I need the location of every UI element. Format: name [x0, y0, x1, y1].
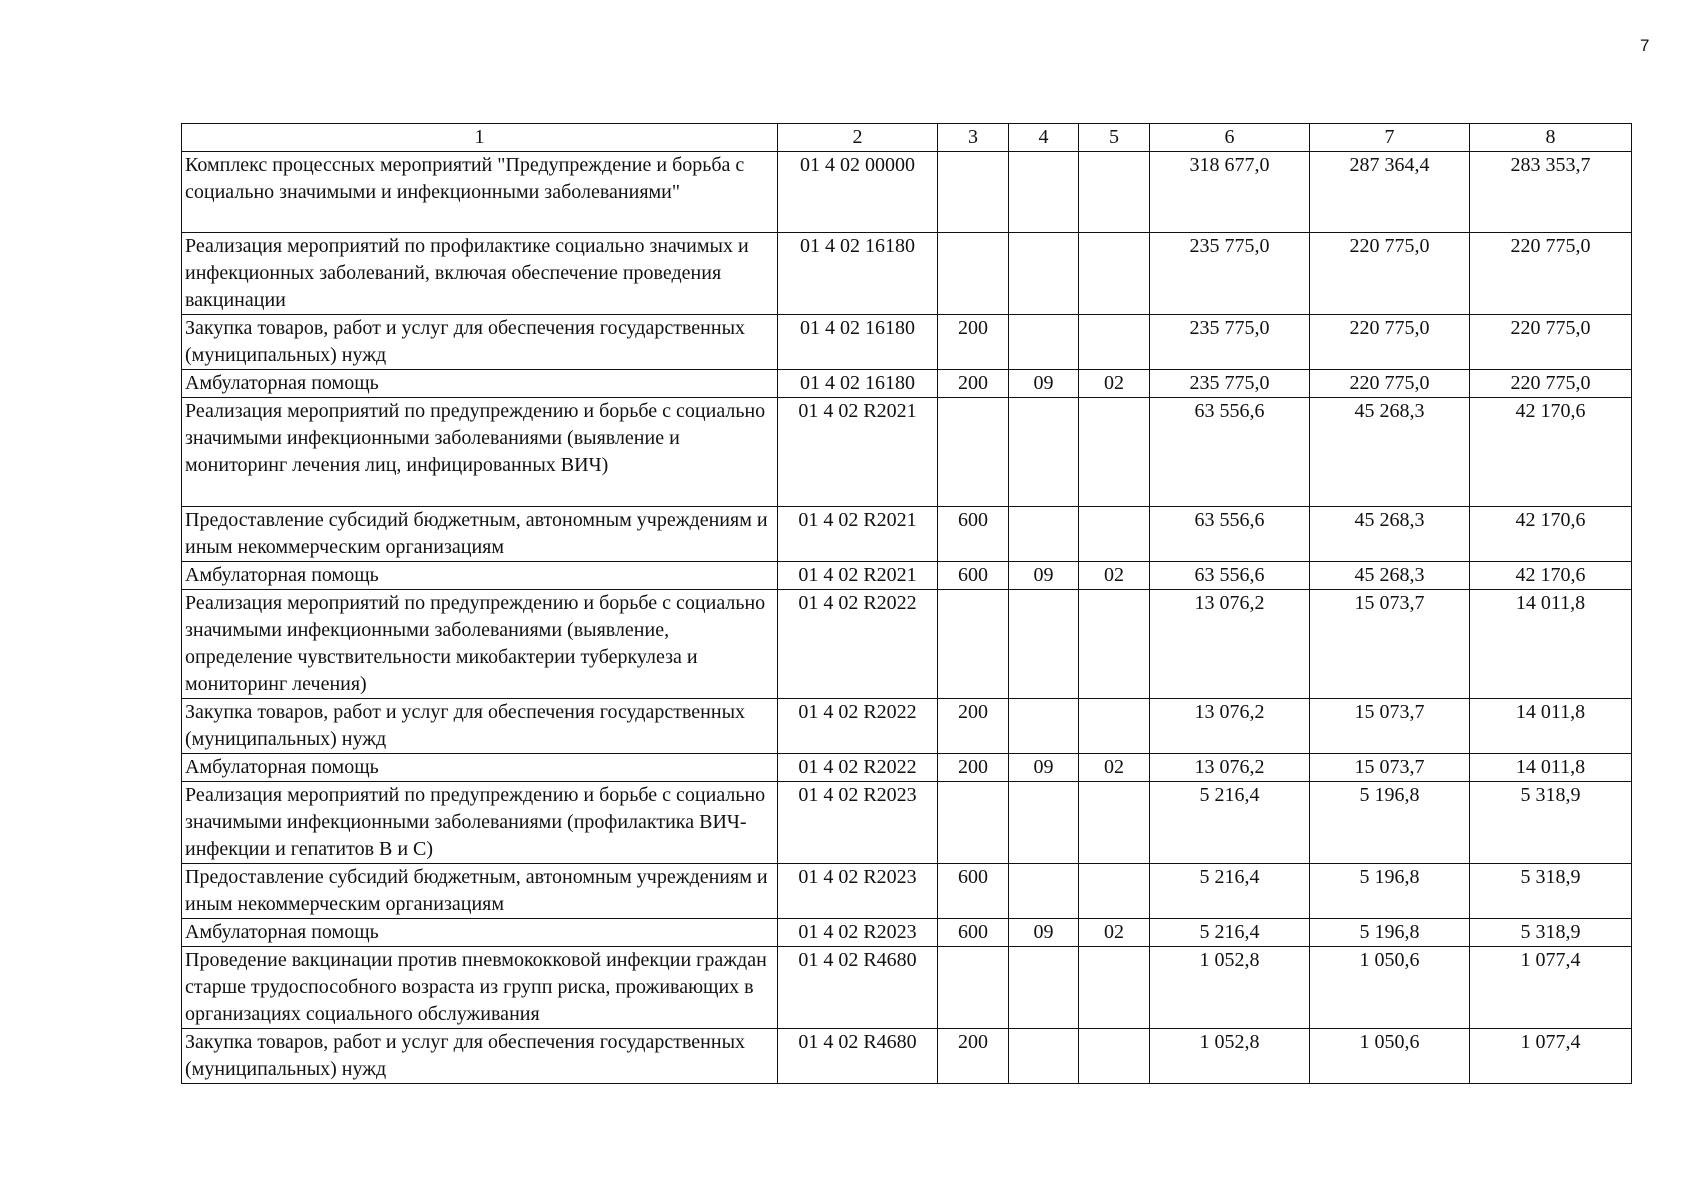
header-cell: 6: [1150, 124, 1310, 152]
budget-code-cell: 01 4 02 R4680: [778, 1029, 938, 1084]
row-name-cell: Закупка товаров, работ и услуг для обеспечения государственных (муниципальных) нужд: [182, 699, 778, 754]
expense-type-cell: 600: [938, 919, 1009, 947]
expense-type-cell: 200: [938, 699, 1009, 754]
amount-cell: 1 050,6: [1310, 947, 1470, 1029]
row-name-cell: Амбулаторная помощь: [182, 919, 778, 947]
budget-table: [181, 123, 1632, 1084]
subsection-cell: [1079, 152, 1150, 233]
amount-cell: 5 196,8: [1310, 919, 1470, 947]
expense-type-cell: 200: [938, 754, 1009, 782]
subsection-cell: 02: [1079, 370, 1150, 398]
amount-cell: 5 318,9: [1470, 864, 1632, 919]
section-cell: [1009, 507, 1079, 562]
row-name-cell: Амбулаторная помощь: [182, 370, 778, 398]
amount-cell: 42 170,6: [1470, 507, 1632, 562]
section-cell: [1009, 782, 1079, 864]
header-cell: 7: [1310, 124, 1470, 152]
section-cell: [1009, 1029, 1079, 1084]
expense-type-cell: 200: [938, 1029, 1009, 1084]
amount-cell: 235 775,0: [1150, 315, 1310, 370]
amount-cell: 1 050,6: [1310, 1029, 1470, 1084]
row-name-cell: Закупка товаров, работ и услуг для обеспечения государственных (муниципальных) нужд: [182, 315, 778, 370]
amount-cell: 15 073,7: [1310, 590, 1470, 699]
expense-type-cell: [938, 152, 1009, 233]
amount-cell: 14 011,8: [1470, 590, 1632, 699]
amount-cell: 1 077,4: [1470, 947, 1632, 1029]
section-cell: [1009, 947, 1079, 1029]
budget-code-cell: 01 4 02 16180: [778, 315, 938, 370]
amount-cell: 5 196,8: [1310, 864, 1470, 919]
row-name-cell: Реализация мероприятий по предупреждению и борьбе с социально значимыми инфекционными заболеваниями (выявление, определение чувствительности микобактерии туберкулеза и мониторинг лечения): [182, 590, 778, 699]
table-row: [182, 562, 1632, 590]
table-row: [182, 1029, 1632, 1084]
section-cell: 09: [1009, 919, 1079, 947]
budget-code-cell: 01 4 02 R2022: [778, 699, 938, 754]
subsection-cell: 02: [1079, 562, 1150, 590]
amount-cell: 5 196,8: [1310, 782, 1470, 864]
row-name-cell: Проведение вакцинации против пневмококковой инфекции граждан старше трудоспособного возраста из групп риска, проживающих в организациях социального обслуживания: [182, 947, 778, 1029]
budget-code-cell: 01 4 02 00000: [778, 152, 938, 233]
amount-cell: 15 073,7: [1310, 699, 1470, 754]
table-row: [182, 754, 1632, 782]
table-row: [182, 699, 1632, 754]
table-row: [182, 947, 1632, 1029]
table-row: [182, 398, 1632, 507]
header-cell: 4: [1009, 124, 1079, 152]
budget-code-cell: 01 4 02 R2022: [778, 754, 938, 782]
row-name-cell: Закупка товаров, работ и услуг для обеспечения государственных (муниципальных) нужд: [182, 1029, 778, 1084]
expense-type-cell: 600: [938, 864, 1009, 919]
section-cell: 09: [1009, 754, 1079, 782]
amount-cell: 220 775,0: [1470, 370, 1632, 398]
subsection-cell: [1079, 590, 1150, 699]
header-cell: 8: [1470, 124, 1632, 152]
amount-cell: 1 077,4: [1470, 1029, 1632, 1084]
section-cell: [1009, 590, 1079, 699]
amount-cell: 13 076,2: [1150, 699, 1310, 754]
amount-cell: 5 216,4: [1150, 782, 1310, 864]
amount-cell: 220 775,0: [1310, 370, 1470, 398]
section-cell: [1009, 233, 1079, 315]
subsection-cell: 02: [1079, 919, 1150, 947]
budget-code-cell: 01 4 02 R2023: [778, 864, 938, 919]
expense-type-cell: 600: [938, 562, 1009, 590]
amount-cell: 14 011,8: [1470, 754, 1632, 782]
budget-code-cell: 01 4 02 R2021: [778, 507, 938, 562]
expense-type-cell: [938, 590, 1009, 699]
amount-cell: 220 775,0: [1470, 233, 1632, 315]
section-cell: 09: [1009, 370, 1079, 398]
amount-cell: 220 775,0: [1310, 233, 1470, 315]
subsection-cell: 02: [1079, 754, 1150, 782]
expense-type-cell: [938, 947, 1009, 1029]
expense-type-cell: 600: [938, 507, 1009, 562]
section-cell: [1009, 315, 1079, 370]
expense-type-cell: [938, 233, 1009, 315]
budget-code-cell: 01 4 02 R2023: [778, 919, 938, 947]
table-row: [182, 919, 1632, 947]
amount-cell: 15 073,7: [1310, 754, 1470, 782]
table-row: [182, 370, 1632, 398]
expense-type-cell: [938, 398, 1009, 507]
amount-cell: 13 076,2: [1150, 590, 1310, 699]
table-row: [182, 315, 1632, 370]
amount-cell: 5 216,4: [1150, 864, 1310, 919]
budget-code-cell: 01 4 02 R2022: [778, 590, 938, 699]
amount-cell: 13 076,2: [1150, 754, 1310, 782]
section-cell: 09: [1009, 562, 1079, 590]
row-name-cell: Амбулаторная помощь: [182, 562, 778, 590]
amount-cell: 63 556,6: [1150, 562, 1310, 590]
subsection-cell: [1079, 1029, 1150, 1084]
budget-code-cell: 01 4 02 R2023: [778, 782, 938, 864]
budget-code-cell: 01 4 02 R4680: [778, 947, 938, 1029]
header-cell: 2: [778, 124, 938, 152]
subsection-cell: [1079, 699, 1150, 754]
amount-cell: 283 353,7: [1470, 152, 1632, 233]
subsection-cell: [1079, 233, 1150, 315]
amount-cell: 63 556,6: [1150, 398, 1310, 507]
expense-type-cell: 200: [938, 315, 1009, 370]
section-cell: [1009, 699, 1079, 754]
amount-cell: 42 170,6: [1470, 398, 1632, 507]
row-name-cell: Реализация мероприятий по предупреждению и борьбе с социально значимыми инфекционными заболеваниями (выявление и мониторинг лечения лиц, инфицированных ВИЧ): [182, 398, 778, 507]
amount-cell: 45 268,3: [1310, 562, 1470, 590]
amount-cell: 5 318,9: [1470, 782, 1632, 864]
amount-cell: 63 556,6: [1150, 507, 1310, 562]
amount-cell: 1 052,8: [1150, 1029, 1310, 1084]
row-name-cell: Предоставление субсидий бюджетным, автономным учреждениям и иным некоммерческим организациям: [182, 864, 778, 919]
subsection-cell: [1079, 947, 1150, 1029]
amount-cell: 220 775,0: [1310, 315, 1470, 370]
row-name-cell: Реализация мероприятий по предупреждению и борьбе с социально значимыми инфекционными заболеваниями (профилактика ВИЧ-инфекции и гепатитов В и С): [182, 782, 778, 864]
table-row: [182, 233, 1632, 315]
budget-code-cell: 01 4 02 16180: [778, 233, 938, 315]
header-cell: 5: [1079, 124, 1150, 152]
amount-cell: 14 011,8: [1470, 699, 1632, 754]
amount-cell: 1 052,8: [1150, 947, 1310, 1029]
table-row: [182, 864, 1632, 919]
row-name-cell: Реализация мероприятий по профилактике социально значимых и инфекционных заболеваний, включая обеспечение проведения вакцинации: [182, 233, 778, 315]
amount-cell: 235 775,0: [1150, 233, 1310, 315]
amount-cell: 42 170,6: [1470, 562, 1632, 590]
table-row: [182, 152, 1632, 233]
subsection-cell: [1079, 507, 1150, 562]
subsection-cell: [1079, 864, 1150, 919]
table-row: [182, 782, 1632, 864]
amount-cell: 5 216,4: [1150, 919, 1310, 947]
budget-code-cell: 01 4 02 R2021: [778, 398, 938, 507]
row-name-cell: Предоставление субсидий бюджетным, автономным учреждениям и иным некоммерческим организациям: [182, 507, 778, 562]
row-name-cell: Комплекс процессных мероприятий "Предупреждение и борьба с социально значимыми и инфекционными заболеваниями": [182, 152, 778, 233]
table-row: [182, 507, 1632, 562]
subsection-cell: [1079, 315, 1150, 370]
amount-cell: 287 364,4: [1310, 152, 1470, 233]
subsection-cell: [1079, 782, 1150, 864]
expense-type-cell: 200: [938, 370, 1009, 398]
section-cell: [1009, 864, 1079, 919]
expense-type-cell: [938, 782, 1009, 864]
subsection-cell: [1079, 398, 1150, 507]
row-name-cell: Амбулаторная помощь: [182, 754, 778, 782]
amount-cell: 45 268,3: [1310, 398, 1470, 507]
table-row: [182, 590, 1632, 699]
section-cell: [1009, 398, 1079, 507]
section-cell: [1009, 152, 1079, 233]
amount-cell: 318 677,0: [1150, 152, 1310, 233]
budget-code-cell: 01 4 02 R2021: [778, 562, 938, 590]
budget-code-cell: 01 4 02 16180: [778, 370, 938, 398]
header-row: [182, 124, 1632, 152]
amount-cell: 220 775,0: [1470, 315, 1632, 370]
page-number: 7: [1640, 36, 1650, 55]
header-cell: 3: [938, 124, 1009, 152]
amount-cell: 5 318,9: [1470, 919, 1632, 947]
amount-cell: 45 268,3: [1310, 507, 1470, 562]
header-cell: 1: [182, 124, 778, 152]
amount-cell: 235 775,0: [1150, 370, 1310, 398]
